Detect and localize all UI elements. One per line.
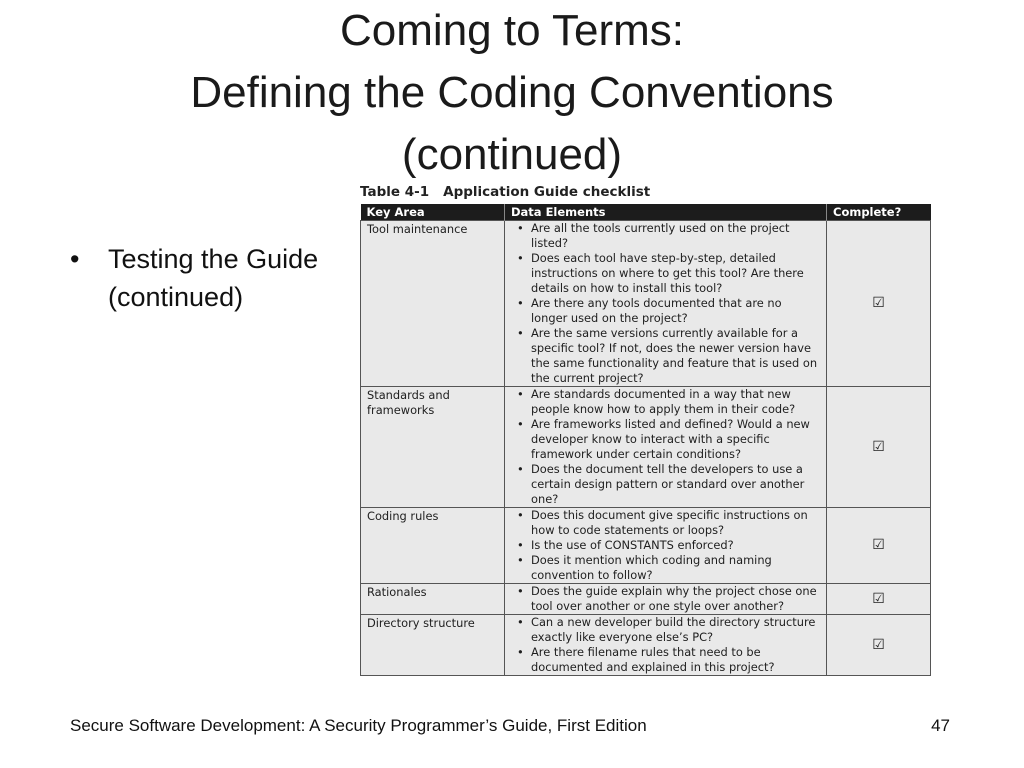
- column-header-complete: Complete?: [827, 204, 931, 221]
- key-area-cell: Standards and frameworks: [361, 387, 505, 508]
- complete-checkbox-icon: ☑: [827, 508, 931, 584]
- key-area-cell: Coding rules: [361, 508, 505, 584]
- bullet-text-line: (continued): [108, 282, 244, 312]
- data-element-item: • Does this document give specific instructions on how to code statements or loops?: [531, 508, 820, 538]
- data-element-item: • Are there filename rules that need to be documented and explained in this project?: [531, 645, 820, 675]
- page-number: 47: [931, 716, 950, 735]
- key-area-cell: Rationales: [361, 584, 505, 615]
- table-caption-title: Application Guide checklist: [443, 184, 651, 200]
- data-element-item: • Are there any tools documented that are no longer used on the project?: [531, 296, 820, 326]
- column-header-data-elements: Data Elements: [505, 204, 827, 221]
- data-element-item: • Are the same versions currently available for a specific tool? If not, does the newer version have the same functionality and feature that is used on the current project?: [531, 326, 820, 386]
- title-line: Coming to Terms:: [340, 6, 684, 55]
- data-elements-list: [511, 508, 820, 583]
- data-elements-cell: [505, 387, 827, 508]
- column-header-key-area: Key Area: [361, 204, 505, 221]
- data-elements-list: [511, 221, 820, 386]
- bullet-text: [108, 240, 318, 316]
- complete-checkbox-icon: ☑: [827, 584, 931, 615]
- table-body: [361, 221, 931, 676]
- bullet-symbol: •: [70, 244, 80, 274]
- data-element-item: • Does it mention which coding and naming convention to follow?: [531, 553, 820, 583]
- table-row: [361, 387, 931, 508]
- data-elements-list: [511, 584, 820, 614]
- bullet-list: [70, 240, 370, 316]
- table-row: [361, 221, 931, 387]
- data-element-item: • Are all the tools currently used on the project listed?: [531, 221, 820, 251]
- key-area-cell: Tool maintenance: [361, 221, 505, 387]
- data-element-item: • Are frameworks listed and defined? Would a new developer know to interact with a specific framework under certain conditions?: [531, 417, 820, 462]
- bullet-text-line: Testing the Guide: [108, 244, 319, 274]
- data-element-item: • Can a new developer build the directory structure exactly like everyone else’s PC?: [531, 615, 820, 645]
- data-elements-cell: [505, 615, 827, 676]
- table-row: [361, 508, 931, 584]
- data-elements-list: [511, 615, 820, 675]
- table-header-row: [361, 204, 931, 221]
- table-row: [361, 615, 931, 676]
- table-caption: [360, 184, 650, 200]
- data-elements-cell: [505, 508, 827, 584]
- table-caption-label: Table 4-1: [360, 184, 430, 200]
- checklist-table: [360, 204, 931, 676]
- key-area-cell: Directory structure: [361, 615, 505, 676]
- data-element-item: • Does the document tell the developers to use a certain design pattern or standard over another one?: [531, 462, 820, 507]
- data-elements-list: [511, 387, 820, 507]
- data-element-item: • Does each tool have step-by-step, detailed instructions on where to get this tool? Are there details on how to install this tool?: [531, 251, 820, 296]
- data-element-item: • Are standards documented in a way that new people know how to apply them in their code?: [531, 387, 820, 417]
- table-row: [361, 584, 931, 615]
- complete-checkbox-icon: ☑: [827, 221, 931, 387]
- complete-checkbox-icon: ☑: [827, 387, 931, 508]
- data-element-item: • Is the use of CONSTANTS enforced?: [531, 538, 820, 553]
- bullet-item: [70, 240, 370, 316]
- title-line: (continued): [401, 130, 623, 179]
- checklist-table-container: [360, 204, 930, 676]
- data-element-item: • Does the guide explain why the project chose one tool over another or one style over another?: [531, 584, 820, 614]
- title-line: Defining the Coding Conventions: [190, 68, 834, 117]
- footer-book-title: Secure Software Development: A Security Programmer’s Guide, First Edition: [70, 716, 647, 735]
- complete-checkbox-icon: ☑: [827, 615, 931, 676]
- slide-title: [0, 0, 1024, 186]
- data-elements-cell: [505, 221, 827, 387]
- data-elements-cell: [505, 584, 827, 615]
